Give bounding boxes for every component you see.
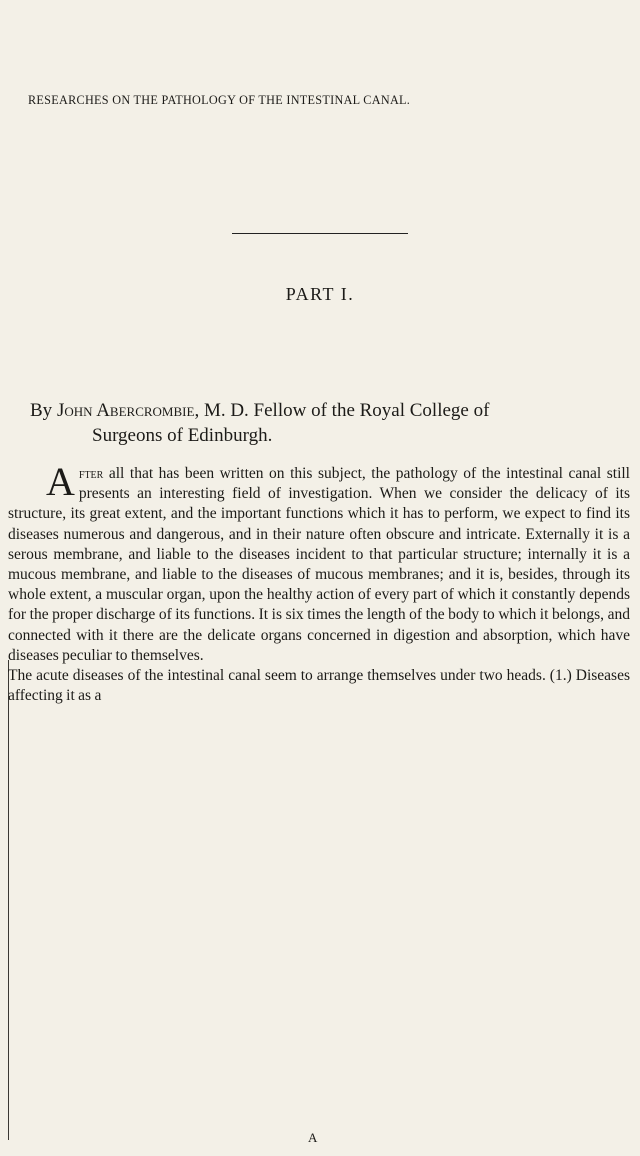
byline-prefix: By bbox=[30, 400, 53, 421]
section-rule bbox=[232, 233, 408, 234]
byline-line-2: Surgeons of Edinburgh. bbox=[92, 425, 273, 446]
paragraph-1-text: all that has been written on this subject, the pathology of the intestinal canal still presents an interesting field of investigation. When we consider the delicacy of its structure, its great extent, and the important functions which it has to perform, we expect to find its diseases numerous and dangerous, and in their nature often obscure and intricate. Externally it is a serous membrane, and liable to the diseases incident to that particular structure; internally it is a mucous membrane, and liable to the diseases of mucous membranes; and it is, besides, through its whole extent, a muscular organ, upon the healthy action of every part of which it constantly depends for the proper discharge of its functions. It is six times the length of the body to which it belongs, and connected with it there are the delicate organs concerned in digestion and absorption, which have diseases peculiar to themselves. bbox=[8, 465, 630, 664]
drop-cap: A bbox=[46, 459, 75, 504]
byline-line-1 bbox=[30, 398, 630, 423]
author-name: John Abercrombie bbox=[56, 400, 195, 421]
body-text bbox=[8, 459, 630, 706]
paragraph-2: The acute diseases of the intestinal canal seem to arrange themselves under two heads. (1.) Diseases affecting it as a bbox=[8, 667, 630, 705]
page-edge-line bbox=[8, 660, 9, 1140]
part-title: PART I. bbox=[285, 284, 355, 304]
signature-mark: A bbox=[308, 1130, 318, 1145]
opening-word: fter bbox=[78, 466, 104, 482]
byline bbox=[30, 398, 630, 448]
running-head: RESEARCHES ON THE PATHOLOGY OF THE INTESTINAL CANAL. bbox=[28, 93, 411, 107]
paragraph-1 bbox=[8, 459, 630, 666]
byline-credentials: , M. D. Fellow of the Royal College of bbox=[194, 400, 490, 421]
